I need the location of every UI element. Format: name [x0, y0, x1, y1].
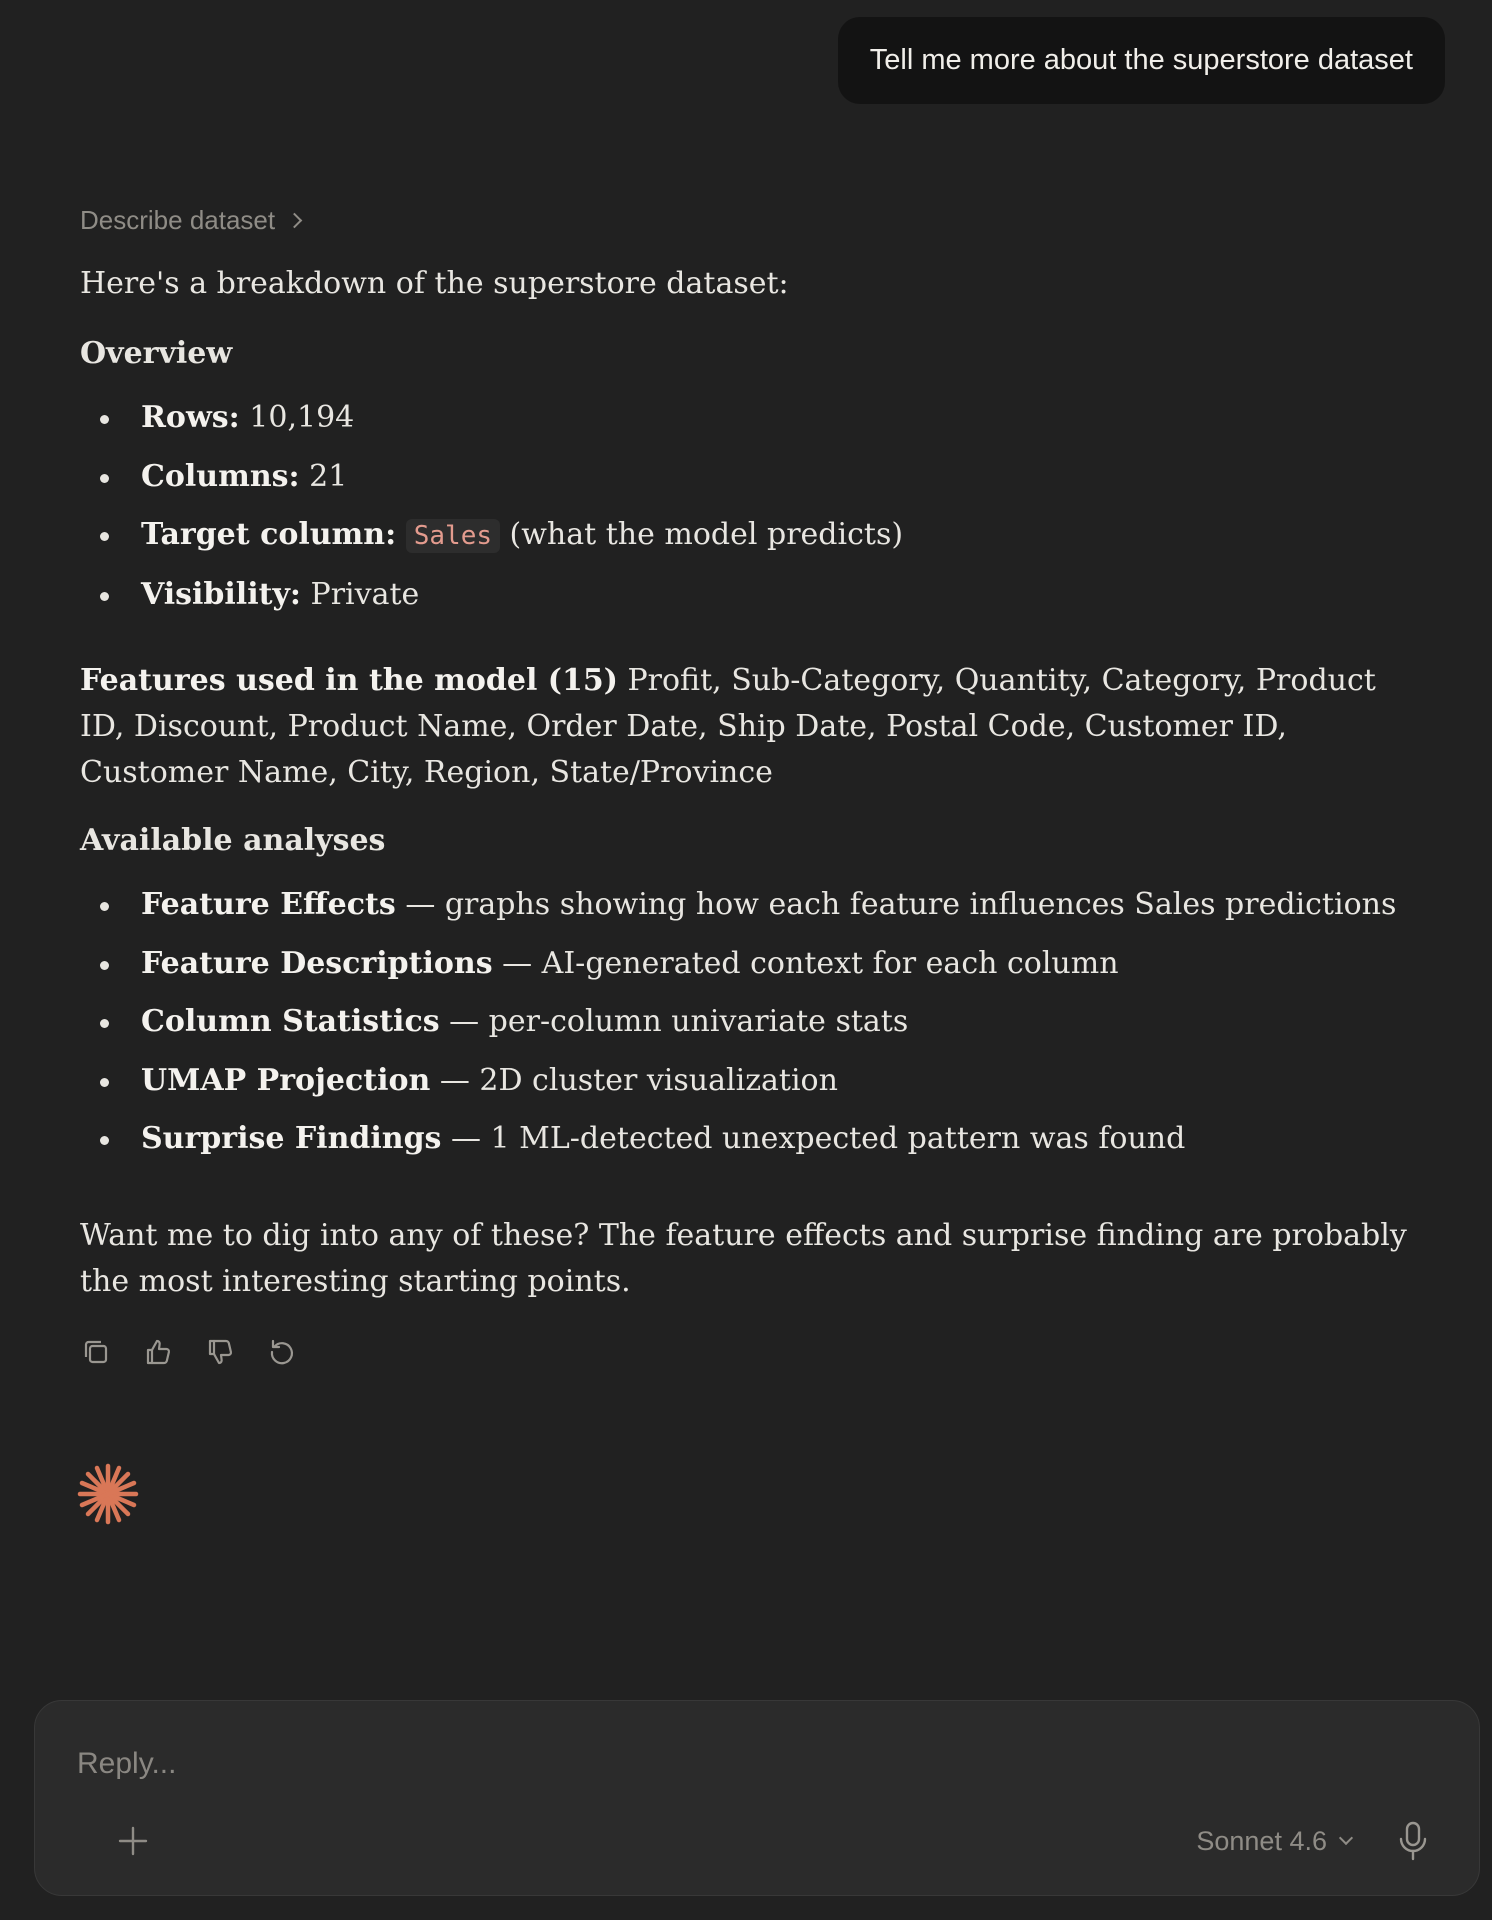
message-actions — [80, 1335, 1420, 1369]
list-item — [80, 1110, 1420, 1169]
describe-dataset-step-link[interactable] — [80, 200, 1420, 240]
thumbs-down-icon — [205, 1337, 235, 1367]
list-item — [80, 566, 1420, 625]
analyses-heading: Available analyses — [80, 823, 386, 858]
list-item — [80, 876, 1420, 935]
item-value: 10,194 — [239, 400, 355, 435]
analyses-list — [80, 876, 1420, 1169]
thumbs-up-icon — [143, 1337, 173, 1367]
reply-input[interactable] — [75, 1737, 1279, 1791]
item-label: Columns: — [141, 458, 300, 494]
item-value: 21 — [299, 458, 348, 494]
overview-heading: Overview — [80, 336, 233, 371]
microphone-button[interactable] — [1393, 1819, 1433, 1863]
list-item — [80, 993, 1420, 1052]
add-attachment-button[interactable] — [115, 1823, 151, 1859]
claude-spark-icon — [76, 1462, 140, 1526]
item-label: Column Statistics — [141, 1004, 440, 1039]
chevron-down-icon — [1339, 1831, 1353, 1845]
thumbs-up-button[interactable] — [142, 1336, 174, 1368]
item-label: Feature Effects — [141, 887, 396, 922]
features-text: Profit, Sub-Category, Quantity, Category, Product ID, Discount, Product Name, Order Date, Ship Date, Postal Code, Customer ID, Customer Name, City, Region, State/Province — [80, 663, 1376, 790]
reply-composer — [34, 1700, 1480, 1896]
list-item — [80, 506, 1420, 566]
intro-text: Here's a breakdown of the superstore dataset: — [80, 266, 789, 301]
step-label: Describe dataset — [80, 204, 276, 235]
list-item — [80, 935, 1420, 994]
item-value: — graphs showing how each feature influences Sales predictions — [395, 887, 1397, 922]
features-label: Features used in the model (15) — [80, 663, 618, 698]
item-label: UMAP Projection — [141, 1062, 431, 1098]
item-label: Feature Descriptions — [141, 945, 493, 981]
item-value: — 2D cluster visualization — [430, 1062, 838, 1098]
item-label: Visibility: — [141, 576, 301, 612]
assistant-message — [80, 200, 1420, 1369]
features-paragraph — [80, 658, 1420, 796]
model-selector[interactable] — [1196, 1821, 1351, 1861]
retry-button[interactable] — [266, 1336, 298, 1368]
user-message-text: Tell me more about the superstore dataset — [869, 44, 1413, 76]
item-value: — AI-generated context for each column — [492, 945, 1119, 981]
item-label: Rows: — [141, 400, 240, 435]
model-label: Sonnet 4.6 — [1196, 1825, 1327, 1856]
target-column-code: Sales — [406, 519, 500, 553]
item-value: Private — [300, 576, 420, 612]
list-item — [80, 448, 1420, 507]
copy-button[interactable] — [80, 1336, 112, 1368]
thumbs-down-button[interactable] — [204, 1336, 236, 1368]
chevron-right-icon — [287, 212, 303, 228]
item-value: — per-column univariate stats — [439, 1004, 909, 1039]
item-value: — 1 ML-detected unexpected pattern was found — [441, 1121, 1186, 1156]
closing-text: Want me to dig into any of these? The feature effects and surprise finding are probably the most interesting starting points. — [80, 1217, 1407, 1299]
item-value: (what the model predicts) — [500, 517, 904, 552]
item-label: Surprise Findings — [141, 1121, 442, 1156]
list-item — [80, 1052, 1420, 1111]
list-item — [80, 389, 1420, 448]
copy-icon — [81, 1337, 111, 1367]
user-message-bubble — [838, 17, 1445, 104]
overview-list — [80, 389, 1420, 624]
retry-icon — [267, 1337, 297, 1367]
item-label: Target column: — [141, 517, 397, 552]
